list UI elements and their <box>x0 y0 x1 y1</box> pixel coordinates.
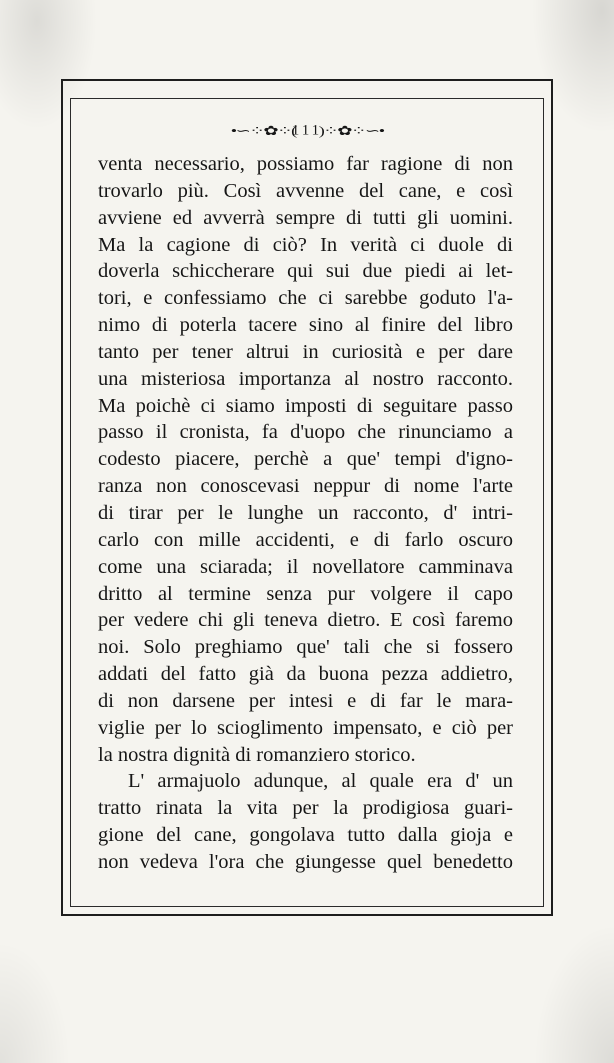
text-line: ranza non conoscevasi neppur di nome l'arte <box>98 475 513 498</box>
text-line: la nostra dignità di romanziero storico. <box>98 743 416 766</box>
text-line: come una sciarada; il novellatore camminava <box>98 555 513 578</box>
text-line: di tirar per le lunghe un racconto, d' intri- <box>98 501 513 524</box>
text-line: avviene ed avverrà sempre di tutti gli uomini. <box>98 206 513 229</box>
text-line: addati del fatto già da buona pezza addietro, <box>98 663 513 686</box>
text-line: gione del cane, gongolava tutto dalla gioja e <box>98 824 513 847</box>
text-line: viglie per lo scioglimento impensato, e ciò per <box>98 716 513 739</box>
left-ornament: •∽⁘✿⁘( <box>230 122 296 138</box>
text-line: codesto piacere, perchè a que' tempi d'igno- <box>98 448 513 471</box>
text-line: noi. Solo preghiamo que' tali che si fossero <box>98 636 513 659</box>
text-line: di non darsene per intesi e di far le mara- <box>98 689 513 712</box>
text-line: una misteriosa importanza al nostro racconto. <box>98 367 513 390</box>
text-line: dritto al termine senza pur volgere il capo <box>98 582 513 605</box>
text-line: carlo con mille accidenti, e di farlo oscuro <box>98 528 513 551</box>
text-line: trovarlo più. Così avvenne del cane, e così <box>98 179 513 202</box>
text-line: doverla schiccherare qui sui due piedi ai let- <box>98 260 513 283</box>
text-line: non vedeva l'ora che giungesse quel benedetto <box>98 850 513 873</box>
page-number: 111 <box>291 122 323 139</box>
text-line: nimo di poterla tacere sino al finire del libro <box>98 314 513 337</box>
text-line: venta necessario, possiamo far ragione di non <box>98 153 513 175</box>
text-line: per vedere chi gli teneva dietro. E così faremo <box>98 609 513 632</box>
text-line: passo il cronista, fa d'uopo che rinunciamo a <box>98 421 513 444</box>
text-line: tratto rinata la vita per la prodigiosa guari- <box>98 797 513 820</box>
running-head <box>70 118 544 143</box>
right-ornament: )⁘✿⁘∽• <box>318 122 384 138</box>
text-line: tanto per tener altrui in curiosità e per dare <box>98 340 513 363</box>
body-text <box>98 151 513 876</box>
text-line: Ma poichè ci siamo imposti di seguitare passo <box>98 394 513 417</box>
text-line: tori, e confessiamo che ci sarebbe goduto l'a- <box>98 287 513 310</box>
text-line: Ma la cagione di ciò? In verità ci duole di <box>98 233 513 256</box>
text-line: L' armajuolo adunque, al quale era d' un <box>128 770 513 793</box>
